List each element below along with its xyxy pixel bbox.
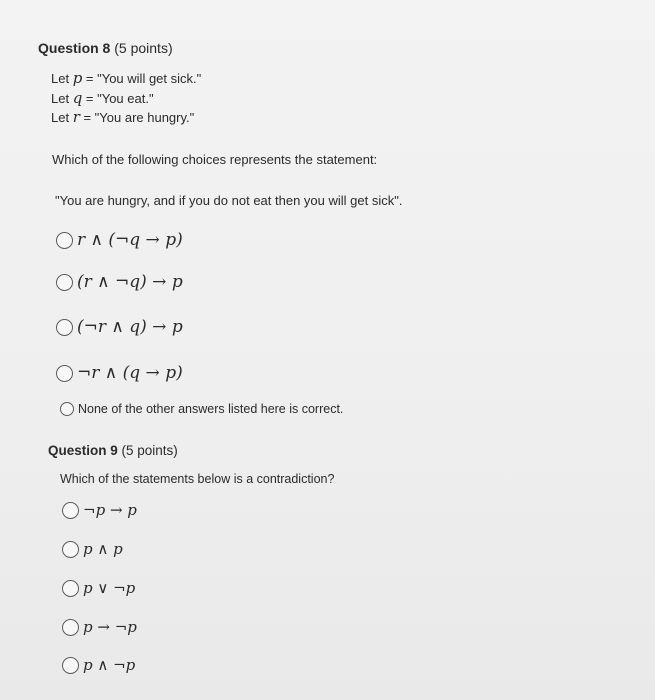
q9-option-3-label: p ∨ ¬p — [83, 579, 136, 597]
definition-r — [51, 108, 194, 126]
question-9-points: (5 points) — [117, 443, 178, 458]
q9-option-2-label: p ∧ p — [83, 540, 123, 558]
question-8-title — [38, 40, 173, 56]
q8-option-5-radio[interactable] — [60, 402, 74, 416]
question-8-points: (5 points) — [110, 40, 173, 56]
q8-option-4[interactable] — [56, 363, 183, 383]
q9-option-3-radio[interactable] — [62, 580, 79, 597]
definition-q-text: = "You eat." — [82, 91, 154, 106]
q8-option-2-radio[interactable] — [56, 274, 73, 291]
definition-q-prefix: Let — [51, 91, 73, 106]
question-9-number: Question 9 — [48, 443, 118, 458]
definition-q-variable: q — [72, 89, 83, 107]
definition-p-variable: p — [72, 69, 83, 87]
q9-option-1-label: ¬p → p — [83, 501, 137, 519]
q8-option-1-label: r ∧ (¬q → p) — [77, 230, 183, 250]
question-8-statement: "You are hungry, and if you do not eat then you will get sick". — [55, 193, 403, 208]
q9-option-5-label: p ∧ ¬p — [83, 656, 136, 674]
q9-option-5[interactable] — [62, 656, 135, 674]
q8-option-2-label: (r ∧ ¬q) → p — [77, 272, 183, 292]
q9-option-2-radio[interactable] — [62, 541, 79, 558]
q8-option-3[interactable] — [56, 317, 183, 337]
q8-option-2[interactable] — [56, 272, 183, 292]
q9-option-2[interactable] — [62, 540, 123, 558]
q8-option-5-label: None of the other answers listed here is correct. — [78, 402, 344, 416]
question-8-number: Question 8 — [38, 40, 111, 56]
definition-r-prefix: Let — [51, 110, 73, 125]
q9-option-4[interactable] — [62, 618, 137, 636]
q9-option-5-radio[interactable] — [62, 657, 79, 674]
q9-option-1-radio[interactable] — [62, 502, 79, 519]
q9-option-1[interactable] — [62, 501, 137, 519]
question-9-title — [48, 443, 178, 458]
q8-option-3-label: (¬r ∧ q) → p — [77, 317, 183, 337]
q8-option-1[interactable] — [56, 230, 183, 250]
definition-p-prefix: Let — [51, 71, 73, 86]
q8-option-3-radio[interactable] — [56, 319, 73, 336]
q8-option-4-label: ¬r ∧ (q → p) — [77, 363, 183, 383]
q8-option-5[interactable] — [60, 402, 343, 416]
definition-p — [51, 69, 201, 87]
question-9-prompt: Which of the statements below is a contradiction? — [60, 472, 335, 486]
definition-p-text: = "You will get sick." — [82, 71, 202, 86]
question-8-prompt: Which of the following choices represents the statement: — [52, 152, 378, 167]
definition-r-variable: r — [72, 108, 80, 126]
q8-option-4-radio[interactable] — [56, 365, 73, 382]
q9-option-3[interactable] — [62, 579, 135, 597]
definition-q — [51, 89, 154, 107]
definition-r-text: = "You are hungry." — [79, 110, 195, 125]
q9-option-4-label: p → ¬p — [83, 618, 137, 636]
q9-option-4-radio[interactable] — [62, 619, 79, 636]
q8-option-1-radio[interactable] — [56, 232, 73, 249]
